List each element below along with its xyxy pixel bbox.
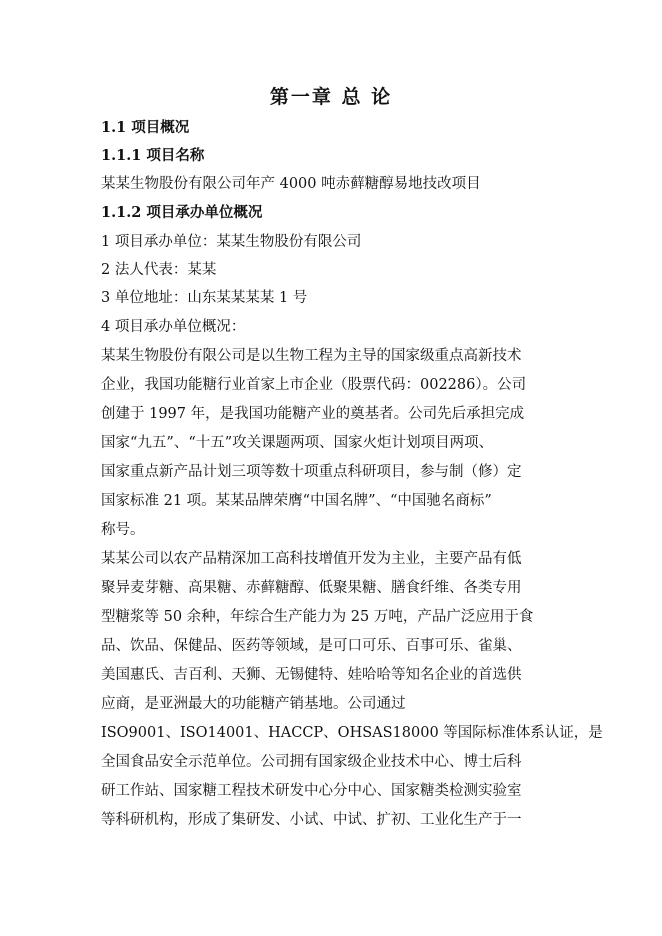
paragraph-line: 应商，是亚洲最大的功能糖产销基地。公司通过	[101, 696, 406, 712]
project-name: 某某生物股份有限公司年产 4000 吨赤藓糖醇易地技改项目	[101, 176, 481, 192]
paragraph-line: 品、饮品、保健品、医药等领域，是可口可乐、百事可乐、雀巢、	[101, 638, 522, 654]
list-item-address: 3 单位地址：山东某某某某 1 号	[101, 290, 308, 306]
chapter-title: 第一章 总 论	[269, 86, 393, 108]
section-heading-1-1-2: 1.1.2 项目承办单位概况	[101, 204, 263, 221]
paragraph-line: 全国食品安全示范单位。公司拥有国家级企业技术中心、博士后科	[101, 754, 522, 770]
section-heading-1-1-1: 1.1.1 项目名称	[101, 147, 205, 164]
paragraph-line: 某某公司以农产品精深加工高科技增值开发为主业，主要产品有低	[101, 551, 522, 567]
paragraph-line: 国家“九五”、“十五”攻关课题两项、国家火炬计划项目两项、	[101, 435, 494, 451]
list-item-overview: 4 项目承办单位概况：	[101, 319, 246, 335]
section-heading-1-1: 1.1 项目概况	[101, 119, 190, 136]
paragraph-line: 聚异麦芽糖、高果糖、赤藓糖醇、低聚果糖、膳食纤维、各类专用	[101, 580, 522, 596]
paragraph-line: 美国惠氏、吉百利、天狮、无锡健特、娃哈哈等知名企业的首选供	[101, 667, 522, 683]
paragraph-line: 企业，我国功能糖行业首家上市企业（股票代码：002286）。公司	[101, 377, 527, 393]
paragraph-line: 型糖浆等 50 余种，年综合生产能力为 25 万吨，产品广泛应用于食	[101, 609, 534, 625]
paragraph-line: 研工作站、国家糖工程技术研发中心分中心、国家糖类检测实验室	[101, 783, 522, 799]
paragraph-line: 创建于 1997 年，是我国功能糖产业的奠基者。公司先后承担完成	[101, 406, 525, 422]
paragraph-line: 等科研机构，形成了集研发、小试、中试、扩初、工业化生产于一	[101, 812, 522, 828]
paragraph-line: 称号。	[101, 522, 145, 538]
list-item-legal-rep: 2 法人代表：某某	[101, 262, 217, 278]
paragraph-line: 国家重点新产品计划三项等数十项重点科研项目，参与制（修）定	[101, 464, 522, 480]
paragraph-line: 国家标准 21 项。某某品牌荣膺“中国名牌”、“中国驰名商标”	[101, 493, 492, 509]
list-item-unit: 1 项目承办单位：某某生物股份有限公司	[101, 234, 362, 250]
paragraph-line: ISO9001、ISO14001、HACCP、OHSAS18000 等国际标准体系认证，是	[101, 725, 603, 741]
paragraph-line: 某某生物股份有限公司是以生物工程为主导的国家级重点高新技术	[101, 348, 522, 364]
